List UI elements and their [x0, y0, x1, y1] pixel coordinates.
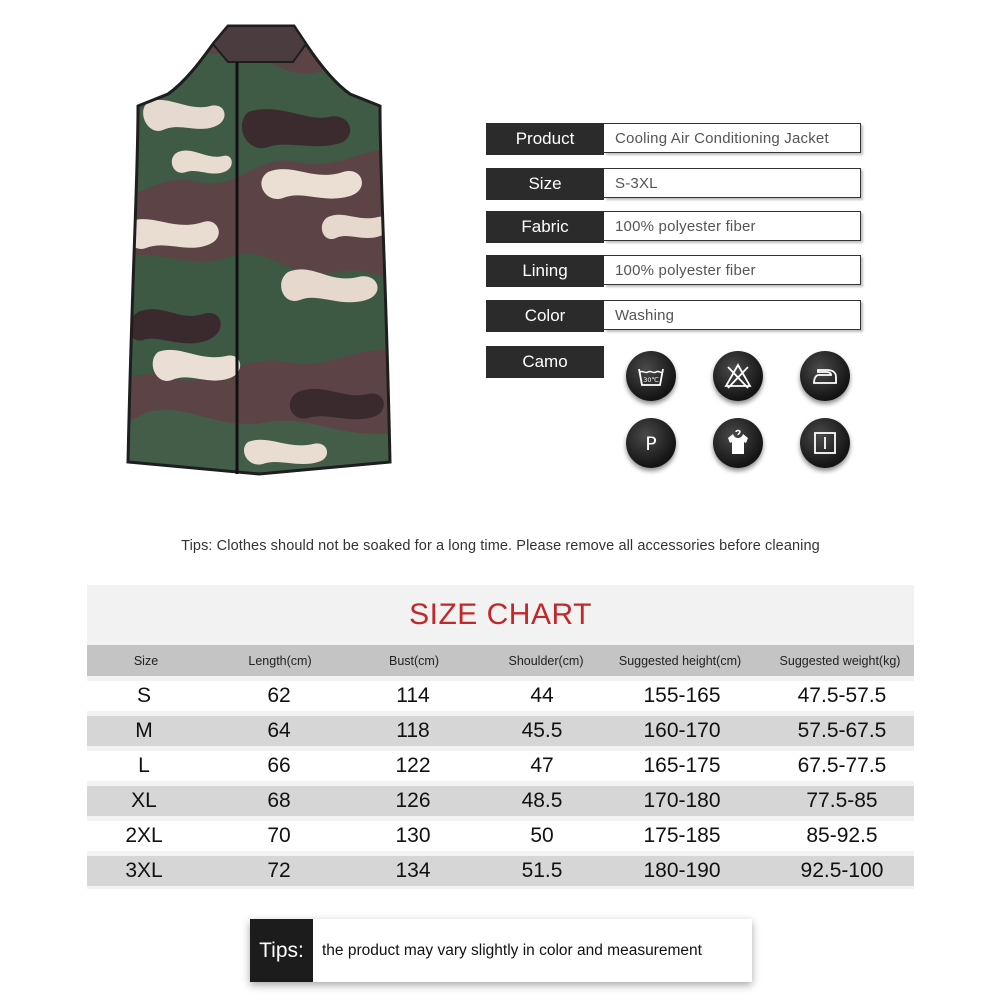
spec-row-size: [486, 168, 861, 200]
table-row: [87, 716, 914, 746]
size-chart-title: SIZE CHART: [409, 598, 592, 631]
tips-label: Tips:: [250, 919, 313, 982]
tips-text: the product may vary slightly in color and measurement: [322, 941, 702, 959]
cell-bust: 122: [395, 754, 431, 777]
cell-size: 3XL: [125, 859, 163, 882]
cell-length: 66: [267, 754, 291, 777]
size-chart-header: [87, 645, 914, 676]
cell-length: 70: [267, 824, 291, 847]
cell-weight: 67.5-77.5: [797, 754, 887, 777]
cell-bust: 114: [396, 684, 430, 707]
header-shoulder: Shoulder(cm): [508, 653, 584, 668]
cell-length: 64: [267, 719, 291, 742]
header-length: Length(cm): [248, 653, 312, 668]
cell-weight: 47.5-57.5: [797, 684, 887, 707]
header-height: Suggested height(cm): [618, 653, 742, 668]
table-row: [87, 786, 914, 816]
tumble-dry-icon: [800, 418, 850, 468]
cell-weight: 92.5-100: [800, 859, 884, 882]
spec-value: 100% polyester fiber: [604, 255, 861, 285]
cell-shoulder: 47: [530, 754, 554, 777]
cell-height: 160-170: [643, 719, 721, 742]
camo-vest-illustration: [118, 22, 400, 480]
cell-shoulder: 50: [530, 824, 554, 847]
cell-weight: 57.5-67.5: [797, 719, 887, 742]
header-size: Size: [133, 653, 159, 668]
spec-row-fabric: [486, 211, 861, 243]
iron-icon: [800, 351, 850, 401]
cleaning-tips: Tips: Clothes should not be soaked for a long time. Please remove all accessories before cleaning: [181, 538, 820, 554]
cell-height: 180-190: [643, 859, 721, 882]
cell-shoulder: 51.5: [521, 859, 563, 882]
table-row: [87, 681, 914, 711]
dry-clean-letter: P: [645, 433, 657, 455]
table-row: [87, 751, 914, 781]
cell-size: S: [136, 684, 152, 707]
spec-label: Fabric: [486, 211, 604, 243]
measurement-tips: [250, 919, 752, 982]
spec-value: S-3XL: [604, 168, 861, 198]
cell-length: 62: [267, 684, 291, 707]
wash-30-icon: [626, 351, 676, 401]
header-weight: Suggested weight(kg): [779, 653, 901, 668]
cell-height: 170-180: [643, 789, 721, 812]
no-bleach-icon: [713, 351, 763, 401]
spec-value: Cooling Air Conditioning Jacket: [604, 123, 861, 153]
spec-row-lining: [486, 255, 861, 287]
cell-bust: 130: [395, 824, 431, 847]
hang-dry-icon: [713, 418, 763, 468]
table-row: [87, 821, 914, 851]
spec-label: Product: [486, 123, 604, 155]
dry-clean-p-icon: [626, 418, 676, 468]
table-row: [87, 856, 914, 886]
cell-bust: 126: [395, 789, 431, 812]
cell-weight: 85-92.5: [806, 824, 878, 847]
cell-length: 72: [267, 859, 291, 882]
cell-size: L: [138, 754, 150, 777]
cell-height: 155-165: [643, 684, 721, 707]
cell-bust: 134: [395, 859, 431, 882]
spec-row-color: [486, 300, 861, 332]
spec-value: Washing: [604, 300, 861, 330]
spec-label: Lining: [486, 255, 604, 287]
spec-label: Color: [486, 300, 604, 332]
cell-shoulder: 44: [530, 684, 554, 707]
spec-row-product: [486, 123, 861, 155]
cell-length: 68: [267, 789, 291, 812]
cell-height: 165-175: [643, 754, 721, 777]
cell-shoulder: 45.5: [521, 719, 563, 742]
product-image: [118, 22, 400, 480]
cell-shoulder: 48.5: [521, 789, 563, 812]
cell-size: XL: [131, 789, 157, 812]
cell-bust: 118: [396, 719, 430, 742]
spec-label: Camo: [486, 346, 604, 378]
cell-size: 2XL: [125, 824, 163, 847]
cell-size: M: [135, 719, 153, 742]
cell-height: 175-185: [643, 824, 721, 847]
spec-label: Size: [486, 168, 604, 200]
spec-value: 100% polyester fiber: [604, 211, 861, 241]
wash-temp-label: 30℃: [643, 376, 659, 384]
cell-weight: 77.5-85: [806, 789, 878, 812]
header-bust: Bust(cm): [389, 653, 439, 668]
